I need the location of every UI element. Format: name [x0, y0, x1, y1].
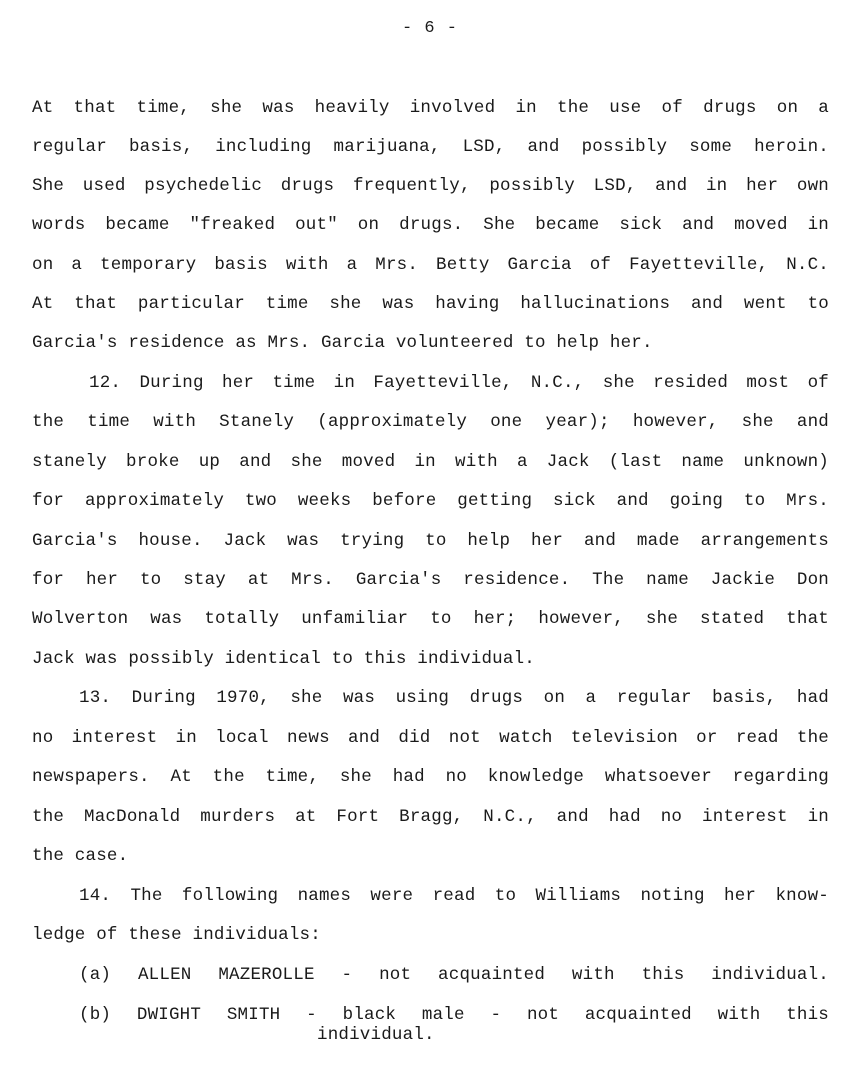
text-line-1: At that time, she was heavily involved in the use of drugs on a [32, 98, 829, 118]
page-number: - 6 - [401, 19, 458, 38]
paragraph-12-start: 12. During her time in Fayetteville, N.C., she resided most of [89, 373, 829, 393]
text-line-14: Wolverton was totally unfamiliar to her; however, she stated that [32, 609, 829, 629]
text-line-5: on a temporary basis with a Mrs. Betty Garcia of Fayetteville, N.C. [32, 255, 829, 275]
list-item-a: (a) ALLEN MAZEROLLE - not acquainted with this individual. [79, 965, 829, 985]
text-line-6: At that particular time she was having hallucinations and went to [32, 294, 829, 314]
list-item-b: (b) DWIGHT SMITH - black male - not acquainted with this [79, 1005, 829, 1025]
text-line-20: the case. [32, 846, 129, 866]
text-line-19: the MacDonald murders at Fort Bragg, N.C., and had no interest in [32, 807, 829, 827]
list-item-b-continuation: individual. [317, 1025, 435, 1045]
paragraph-14-start: 14. The following names were read to Williams noting her know- [79, 886, 829, 906]
text-line-4: words became "freaked out" on drugs. She became sick and moved in [32, 215, 829, 235]
text-line-12: Garcia's house. Jack was trying to help her and made arrangements [32, 531, 829, 551]
paragraph-13-start: 13. During 1970, she was using drugs on a regular basis, had [79, 688, 829, 708]
text-line-9: the time with Stanely (approximately one year); however, she and [32, 412, 829, 432]
text-line-13: for her to stay at Mrs. Garcia's residence. The name Jackie Don [32, 570, 829, 590]
text-line-18: newspapers. At the time, she had no knowledge whatsoever regarding [32, 767, 829, 787]
text-line-3: She used psychedelic drugs frequently, possibly LSD, and in her own [32, 176, 829, 196]
text-line-7: Garcia's residence as Mrs. Garcia volunteered to help her. [32, 333, 653, 353]
text-line-10: stanely broke up and she moved in with a Jack (last name unknown) [32, 452, 829, 472]
text-line-11: for approximately two weeks before getting sick and going to Mrs. [32, 491, 829, 511]
text-line-2: regular basis, including marijuana, LSD, and possibly some heroin. [32, 137, 829, 157]
text-line-15: Jack was possibly identical to this individual. [32, 649, 535, 669]
text-line-17: no interest in local news and did not watch television or read the [32, 728, 829, 748]
text-line-22: ledge of these individuals: [32, 925, 321, 945]
